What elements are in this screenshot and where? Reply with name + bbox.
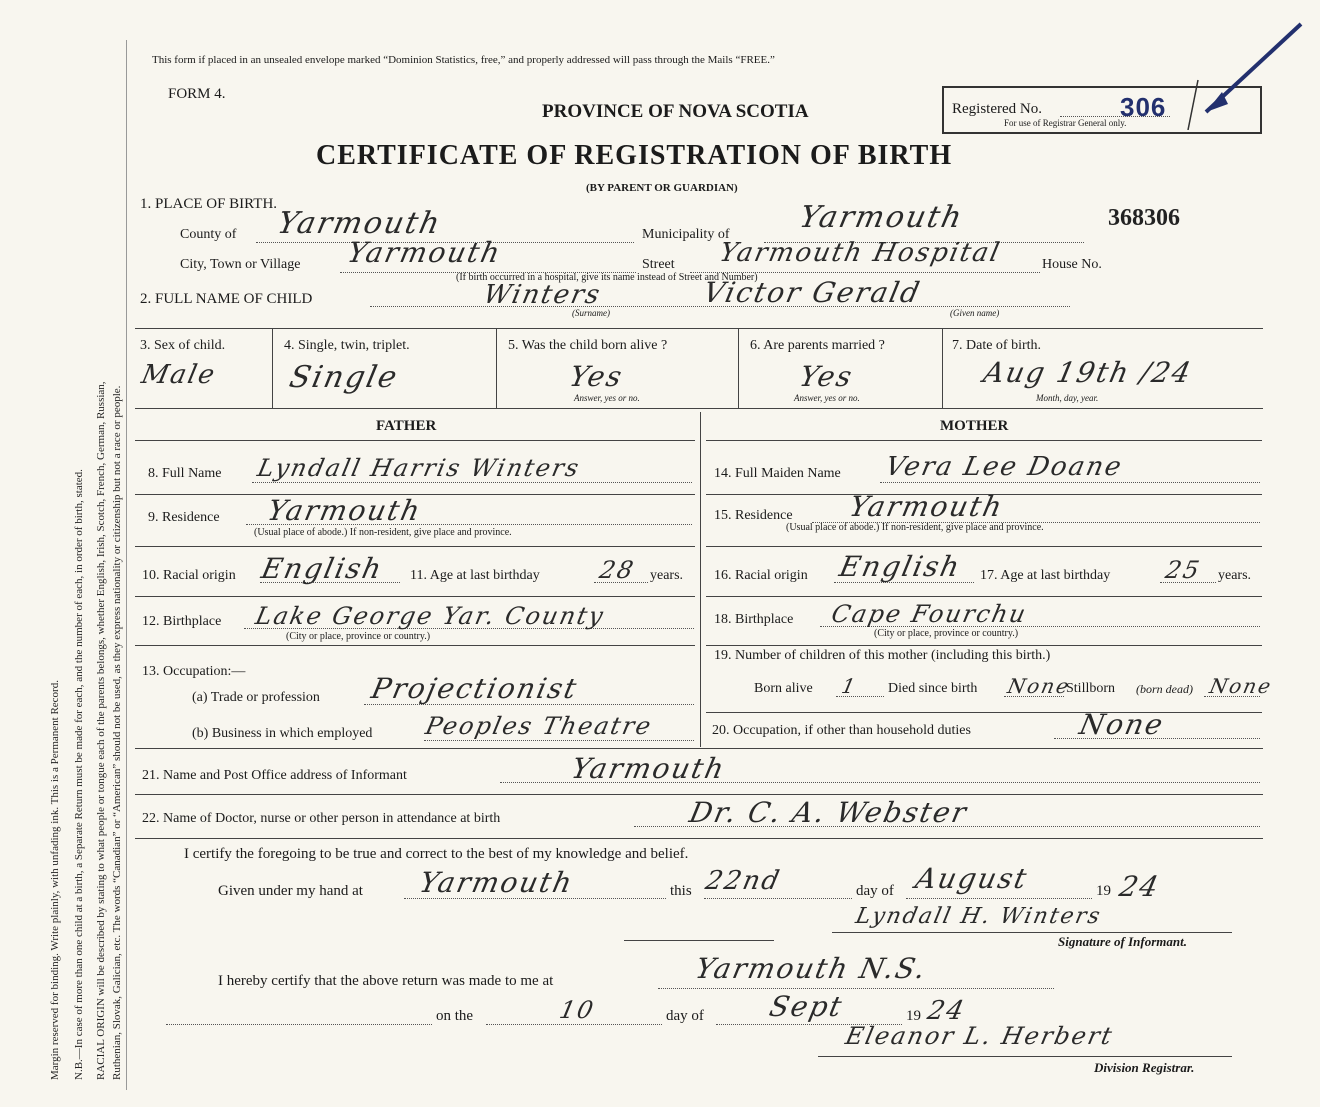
father-age-label: 11. Age at last birthday [410, 568, 540, 583]
hereby-certify-label: I hereby certify that the above return was made to me at [218, 973, 554, 989]
postal-notice: This form if placed in an unsealed envelope marked “Dominion Statistics, free,” and properly addressed will pass through the Mails “FREE.” [152, 54, 775, 66]
father-racial-label: 10. Racial origin [142, 568, 236, 583]
on-the-label: on the [436, 1008, 474, 1024]
mother-birthplace-value: Cape Fourchu [829, 600, 1030, 628]
document-title: CERTIFICATE OF REGISTRATION OF BIRTH [316, 140, 953, 171]
parents-married-caption: Answer, yes or no. [794, 393, 860, 403]
mother-heading: MOTHER [940, 418, 1009, 434]
city-value: Yarmouth [344, 236, 505, 269]
registered-number-stamp: 306 [1120, 92, 1167, 122]
street-value: Yarmouth Hospital [716, 238, 1004, 268]
stillborn-label: Stillborn [1066, 681, 1116, 696]
given-place-value: Yarmouth [416, 866, 577, 899]
parents-married-label: 6. Are parents married ? [750, 338, 885, 353]
sex-label: 3. Sex of child. [140, 338, 226, 353]
father-abode-note: (Usual place of abode.) If non-resident, give place and province. [254, 527, 512, 538]
mother-age-label: 17. Age at last birthday [980, 568, 1111, 583]
child-name-label: 2. FULL NAME OF CHILD [140, 291, 313, 307]
margin-note-4: Ruthenian, Slovak, Galician, etc. The words “Canadian” or “American” should not be used, as they express nationality or citizenship but not a race or people. [111, 385, 123, 1080]
margin-note-3: RACIAL ORIGIN will be described by stating to what people or tongue each of the parents belongs, whether English, Irish, Scotch, French, German, Russian, [95, 381, 107, 1080]
day-of-label-2: day of [666, 1008, 704, 1024]
given-year-prefix: 19 [1096, 883, 1111, 899]
day-of-label: day of [856, 883, 894, 899]
father-heading: FATHER [376, 418, 437, 434]
born-alive-count-value: 1 [839, 674, 860, 698]
registered-label: Registered No. [952, 101, 1042, 117]
parents-married-value: Yes [796, 360, 857, 393]
died-since-value: None [1005, 674, 1073, 698]
trade-label: (a) Trade or profession [192, 690, 320, 705]
given-name-caption: (Given name) [950, 308, 1000, 318]
born-alive-count-label: Born alive [754, 681, 813, 696]
pen-mark-icon [1176, 20, 1306, 130]
mother-age-value: 25 [1163, 556, 1204, 584]
father-birthplace-value: Lake George Yar. County [253, 602, 608, 630]
mother-racial-label: 16. Racial origin [714, 568, 808, 583]
dob-value: Aug 19th /24 [980, 356, 1196, 389]
informant-value: Yarmouth [568, 752, 729, 785]
born-alive-caption: Answer, yes or no. [574, 393, 640, 403]
dob-label: 7. Date of birth. [952, 338, 1042, 353]
registered-note: For use of Registrar General only. [1004, 118, 1127, 128]
place-of-birth-label: 1. PLACE OF BIRTH. [140, 196, 278, 212]
signature-informant-caption: Signature of Informant. [1058, 934, 1187, 949]
born-alive-label: 5. Was the child born alive ? [508, 338, 668, 353]
informant-signature: Lyndall H. Winters [853, 904, 1105, 929]
registrar-place-value: Yarmouth N.S. [692, 952, 931, 985]
father-age-value: 28 [597, 556, 638, 584]
form-number: FORM 4. [168, 86, 226, 102]
registrar-signature: Eleanor L. Herbert [843, 1022, 1117, 1050]
father-birthplace-label: 12. Birthplace [142, 614, 222, 629]
mother-age-years: years. [1218, 568, 1252, 583]
died-since-label: Died since birth [888, 681, 978, 696]
house-no-label: House No. [1042, 257, 1102, 272]
reg-year-prefix: 19 [906, 1008, 921, 1024]
reg-day-value: 10 [557, 996, 598, 1024]
mother-residence-value: Yarmouth [846, 490, 1007, 523]
municipality-value: Yarmouth [796, 200, 967, 235]
father-business-value: Peoples Theatre [423, 712, 656, 740]
given-year-value: 24 [1116, 870, 1164, 903]
occupation-label: 13. Occupation:— [142, 664, 246, 679]
business-label: (b) Business in which employed [192, 726, 373, 741]
city-label: City, Town or Village [180, 257, 301, 272]
margin-note-1: Margin reserved for binding. Write plainly, with unfading ink. This is a Permanent Record. [49, 680, 61, 1080]
plurality-value: Single [286, 360, 402, 395]
county-label: County of [180, 227, 237, 242]
child-surname-value: Winters [480, 280, 605, 310]
document-subtitle: (BY PARENT OR GUARDIAN) [586, 182, 738, 194]
born-dead-label: (born dead) [1136, 682, 1193, 696]
father-city-note: (City or place, province or country.) [286, 631, 431, 642]
this-label: this [670, 883, 692, 899]
father-name-label: 8. Full Name [148, 466, 222, 481]
municipality-label: Municipality of [642, 227, 730, 242]
plurality-label: 4. Single, twin, triplet. [284, 338, 410, 353]
street-label: Street [642, 257, 675, 272]
child-given-value: Victor Gerald [700, 276, 925, 309]
hospital-note: (If birth occurred in a hospital, give its name instead of Street and Number) [456, 272, 758, 283]
mother-occupation-label: 20. Occupation, if other than household duties [712, 723, 971, 738]
born-alive-value: Yes [566, 360, 627, 393]
father-trade-value: Projectionist [368, 672, 582, 705]
doctor-value: Dr. C. A. Webster [686, 796, 971, 829]
margin-note-2: N.B.—In case of more than one child at a birth, a Separate Return must be made for each, and the number of each, in order of birth, stated. [73, 469, 85, 1080]
dob-caption: Month, day, year. [1036, 393, 1099, 403]
father-residence-value: Yarmouth [264, 494, 425, 527]
father-racial-value: English [258, 552, 387, 585]
mother-birthplace-label: 18. Birthplace [714, 612, 794, 627]
stillborn-value: None [1207, 674, 1275, 698]
father-age-years: years. [650, 568, 684, 583]
division-registrar-caption: Division Registrar. [1094, 1060, 1195, 1075]
father-residence-label: 9. Residence [148, 510, 220, 525]
mother-residence-label: 15. Residence [714, 508, 793, 523]
given-under-label: Given under my hand at [218, 883, 363, 899]
certify-statement: I certify the foregoing to be true and correct to the best of my knowledge and belief. [184, 846, 689, 862]
given-day-value: 22nd [702, 866, 784, 896]
mother-name-value: Vera Lee Doane [882, 452, 1126, 482]
mother-abode-note: (Usual place of abode.) If non-resident, give place and province. [786, 522, 1044, 533]
doctor-label: 22. Name of Doctor, nurse or other person in attendance at birth [142, 811, 501, 826]
mother-occupation-value: None [1076, 708, 1168, 741]
mother-city-note: (City or place, province or country.) [874, 628, 1019, 639]
informant-label: 21. Name and Post Office address of Informant [142, 768, 407, 783]
registration-number: 368306 [1108, 205, 1180, 231]
given-month-value: August [912, 862, 1032, 895]
margin-rule [126, 40, 127, 1090]
sex-value: Male [138, 360, 220, 390]
children-count-label: 19. Number of children of this mother (including this birth.) [714, 648, 1051, 663]
surname-caption: (Surname) [572, 308, 610, 318]
father-name-value: Lyndall Harris Winters [255, 454, 583, 482]
county-value: Yarmouth [274, 206, 445, 241]
mother-racial-value: English [836, 550, 965, 583]
reg-month-value: Sept [766, 990, 847, 1023]
province-heading: PROVINCE OF NOVA SCOTIA [542, 101, 809, 122]
mother-name-label: 14. Full Maiden Name [714, 466, 841, 481]
reg-year-value: 24 [924, 996, 969, 1026]
